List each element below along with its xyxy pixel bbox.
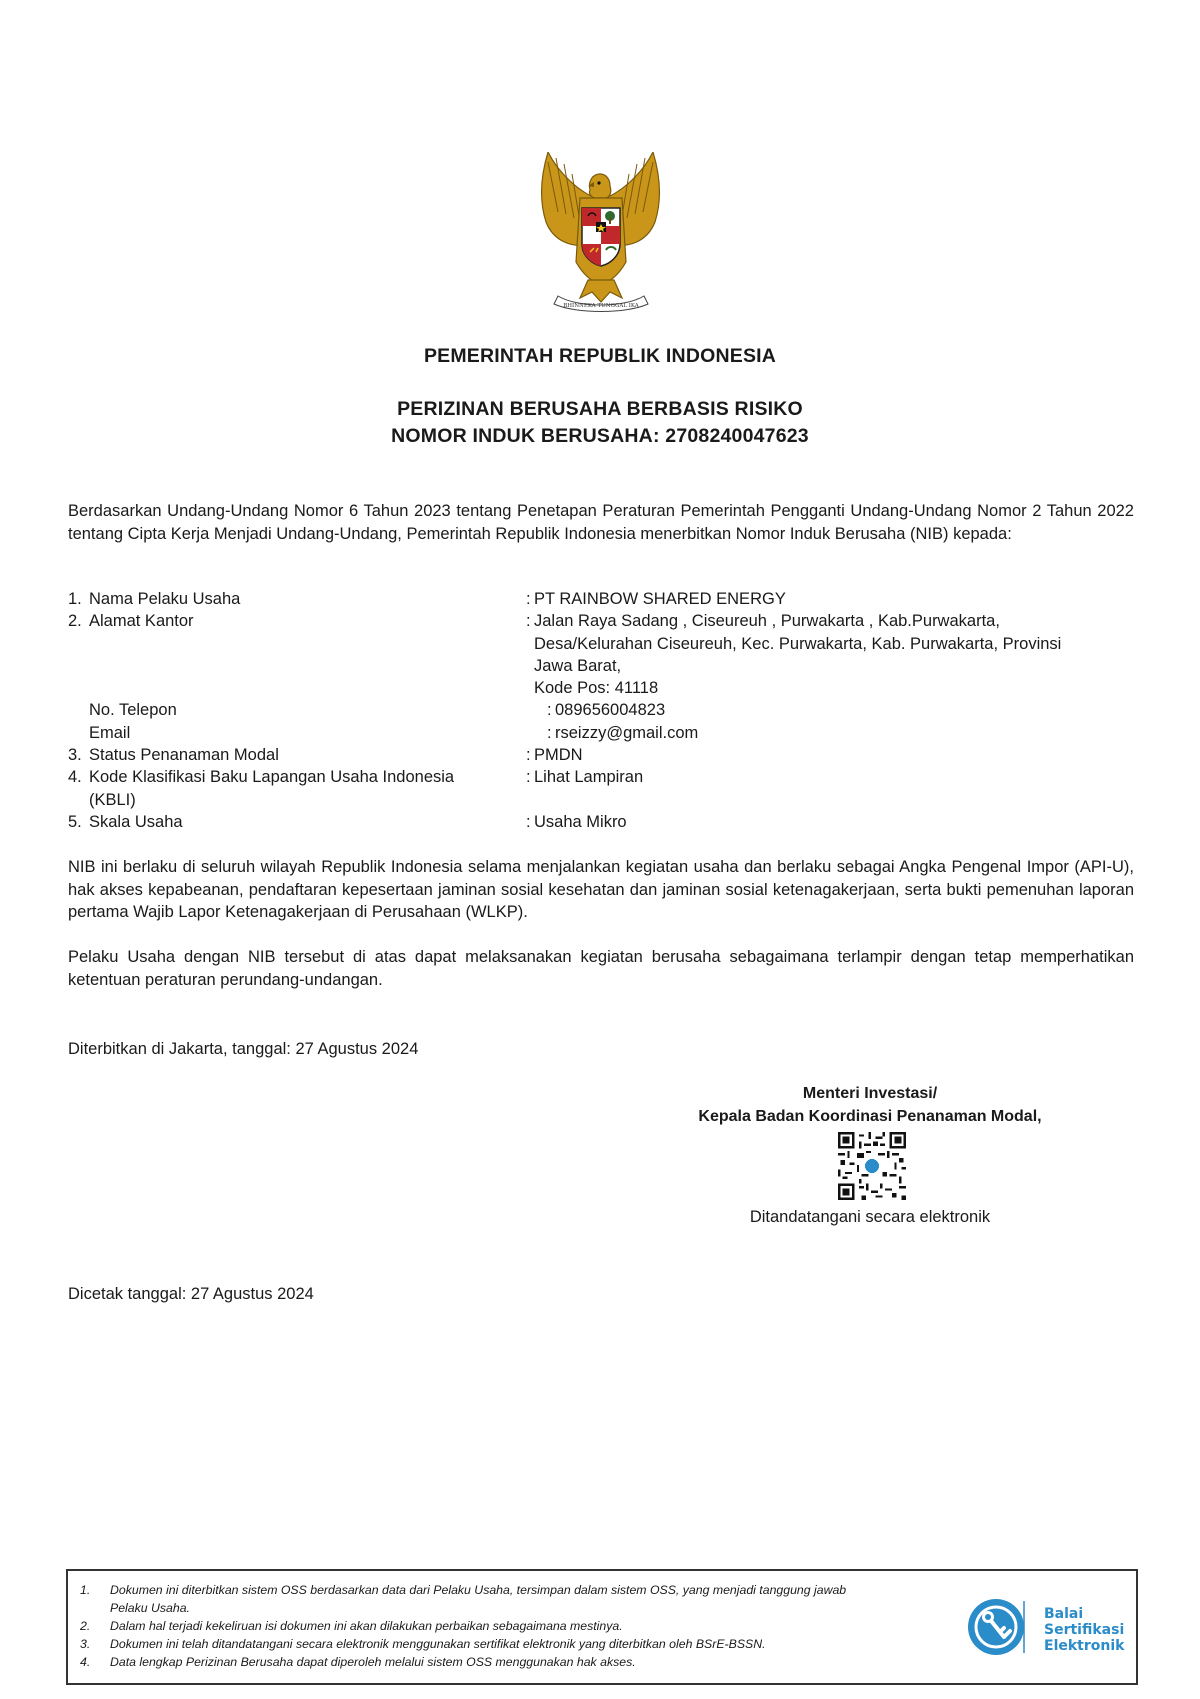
bsre-logo-line: Sertifikasi xyxy=(1044,1622,1125,1638)
note-text: Dokumen ini diterbitkan sistem OSS berdasarkan data dari Pelaku Usaha, tersimpan dalam sistem OSS, yang menjadi tanggung jawab xyxy=(110,1583,847,1597)
field-investment-status xyxy=(68,744,1134,766)
signer-line: Kepala Badan Koordinasi Penanaman Modal, xyxy=(698,1108,1042,1125)
bsre-logo-line: Elektronik xyxy=(1044,1638,1125,1654)
note-number: 2. xyxy=(80,1619,91,1633)
field-label: Email xyxy=(89,723,131,742)
field-phone xyxy=(68,699,1134,721)
field-office-address xyxy=(68,610,1134,699)
field-email xyxy=(68,722,1134,744)
field-colon: : xyxy=(526,612,531,631)
field-colon: : xyxy=(526,768,531,787)
field-label: Skala Usaha xyxy=(89,812,183,831)
field-number: 2. xyxy=(68,612,82,631)
issued-date: Diterbitkan di Jakarta, tanggal: 27 Agustus 2024 xyxy=(68,1040,419,1058)
electronic-signature-note: Ditandatangani secara elektronik xyxy=(749,1208,991,1226)
footer-note xyxy=(80,1581,950,1599)
registration-fields xyxy=(68,588,1134,833)
field-value: rseizzy@gmail.com xyxy=(555,723,699,742)
field-label xyxy=(89,766,526,811)
printed-date: Dicetak tanggal: 27 Agustus 2024 xyxy=(68,1285,314,1303)
validity-paragraph: NIB ini berlaku di seluruh wilayah Republik Indonesia selama menjalankan kegiatan usaha dan berlaku sebagai Angka Pengenal Impor (API-U), hak akses kepabeanan, pendaftaran kepesertaan jaminan sosial kesehatan dan jaminan sosial ketenagakerjaan, serta bukti pemenuhan laporan pertama Wajib Lapor Ketenagakerjaan di Perusahaan (WLKP). xyxy=(68,858,1134,921)
bsre-logo-text xyxy=(1044,1606,1124,1654)
field-label: No. Telepon xyxy=(89,701,177,720)
field-number: 4. xyxy=(68,768,82,787)
nib-number-title: NOMOR INDUK BERUSAHA: 2708240047623 xyxy=(391,425,809,447)
field-number: 5. xyxy=(68,812,82,831)
field-value: Lihat Lampiran xyxy=(534,768,644,787)
field-value xyxy=(534,610,1134,699)
field-label-line: Kode Klasifikasi Baku Lapangan Usaha Indonesia xyxy=(89,768,455,787)
field-value: PT RAINBOW SHARED ENERGY xyxy=(534,590,786,608)
field-label-line: (KBLI) xyxy=(89,790,136,809)
permit-title: PERIZINAN BERUSAHA BERBASIS RISIKO xyxy=(397,398,803,420)
field-label: Status Penanaman Modal xyxy=(89,746,279,765)
footer-notes xyxy=(80,1581,950,1671)
address-line: Desa/Kelurahan Ciseureuh, Kec. Purwakarta, Kab. Purwakarta, Provinsi xyxy=(534,634,1062,653)
postal-code-line: Kode Pos: 41118 xyxy=(534,679,659,698)
footer-note xyxy=(80,1653,950,1671)
note-text: Dokumen ini telah ditandatangani secara elektronik menggunakan sertifikat elektronik yang diterbitkan oleh BSrE-BSSN. xyxy=(110,1637,766,1651)
field-business-name xyxy=(68,588,1134,610)
garuda-emblem-icon xyxy=(518,152,683,317)
signer-line: Menteri Investasi/ xyxy=(802,1085,938,1102)
field-value: PMDN xyxy=(534,746,583,765)
signer-title xyxy=(630,1082,1110,1128)
field-colon: : xyxy=(526,812,531,831)
field-colon: : xyxy=(547,723,552,742)
field-business-scale xyxy=(68,811,1134,833)
note-text: Data lengkap Perizinan Berusaha dapat diperoleh melalui sistem OSS menggunakan hak akses. xyxy=(110,1655,636,1669)
footer-note xyxy=(80,1599,950,1617)
footer-note xyxy=(80,1617,950,1635)
address-line: Jalan Raya Sadang , Ciseureuh , Purwakarta , Kab.Purwakarta, xyxy=(534,612,1000,631)
note-number xyxy=(80,1599,110,1617)
business-actor-paragraph: Pelaku Usaha dengan NIB tersebut di atas dapat melaksanakan kegiatan berusaha sebagaimana terlampir dengan tetap memperhatikan ketentuan peraturan perundang-undangan. xyxy=(68,948,1134,989)
field-colon: : xyxy=(547,701,552,720)
field-value: 089656004823 xyxy=(555,701,666,720)
field-label: Nama Pelaku Usaha xyxy=(89,590,241,608)
field-value: Usaha Mikro xyxy=(534,812,627,831)
svg-text:BHINNEKA TUNGGAL IKA: BHINNEKA TUNGGAL IKA xyxy=(563,303,639,309)
field-colon: : xyxy=(526,590,531,608)
field-kbli xyxy=(68,766,1134,811)
note-text: Dalam hal terjadi kekeliruan isi dokumen ini akan dilakukan perbaikan sebagaimana mestinya. xyxy=(110,1619,623,1633)
note-text: Pelaku Usaha. xyxy=(110,1601,190,1615)
field-label: Alamat Kantor xyxy=(89,612,194,631)
field-colon: : xyxy=(526,746,531,765)
qr-code-icon[interactable] xyxy=(838,1132,906,1200)
note-number: 4. xyxy=(80,1655,91,1669)
footer-note xyxy=(80,1635,950,1653)
address-line: Jawa Barat, xyxy=(534,656,622,675)
intro-paragraph: Berdasarkan Undang-Undang Nomor 6 Tahun 2023 tentang Penetapan Peraturan Pemerintah Pengganti Undang-Undang Nomor 2 Tahun 2022 tentang Cipta Kerja Menjadi Undang-Undang, Pemerintah Republik Indonesia menerbitkan Nomor Induk Berusaha (NIB) kepada: xyxy=(68,502,1134,543)
note-number: 1. xyxy=(80,1583,91,1597)
government-title: PEMERINTAH REPUBLIK INDONESIA xyxy=(423,345,777,367)
field-number: 3. xyxy=(68,746,82,765)
field-number: 1. xyxy=(68,590,82,608)
bsre-logo-line: Balai xyxy=(1044,1606,1084,1622)
note-number: 3. xyxy=(80,1637,91,1651)
footer-notes-box xyxy=(66,1569,1138,1685)
